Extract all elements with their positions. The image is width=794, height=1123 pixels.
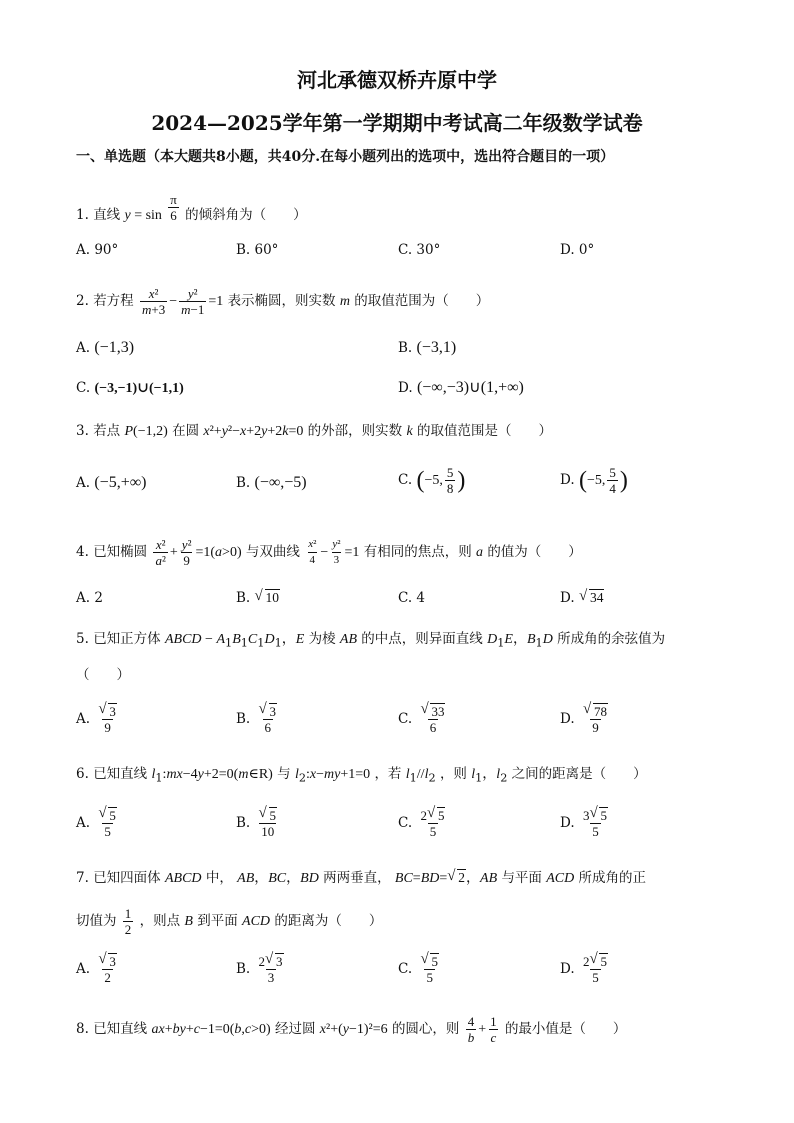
q5-option-c[interactable]: C. √ 33 6 [398,701,445,735]
q6-option-c[interactable]: C. 2 √ 5 5 [398,805,445,839]
question-4: 4. 已知椭圆 $\frac{\text{x²}}{\text{a²}}$ + $\frac{\text{y²}}{9}$ =1(a>0) 与双曲线 $\frac{\text{x²}}{4}$ − $\frac{\text{y²}}{3}$ =1 有相同的焦点，则 a 的值为（ ） [76,537,582,568]
q1-number: 1. [76,207,89,223]
question-1: 1. 直线 y = sin $\frac{\pi}{6}$ 的倾斜角为（ ） [76,192,307,223]
q7-continuation: 切值为 $\frac{1}{2}$ ，则点 B 到平面 ACD 的距离为（ ） [76,906,383,937]
q1-post: 的倾斜角为（ ） [185,207,307,223]
question-5: 5. 已知正方体 ABCD − $A_1B_1C_1D_1$，E 为棱 AB 的中点，则异面直线 $D_1E$，$B_1D$ 所成角的余弦值为 [76,631,666,650]
q3-option-a[interactable]: A. (−5,+∞) [76,474,147,491]
q7-option-a[interactable]: A. √ 3 2 [76,951,116,985]
q2-option-a[interactable]: A. (−1,3) [76,339,135,356]
section-heading: 一、单选题（本大题共8小题，共40分.在每小题列出的选项中，选出符合题目的一项） [76,149,615,165]
q4-option-d[interactable]: D. √ 34 [560,588,604,606]
q2-option-c[interactable]: C. (−3,−1)∪(−1,1) [76,380,184,396]
exam-title: 2024—2025学年第一学期期中考试高二年级数学试卷 [151,111,643,135]
q5-option-b[interactable]: B. √ 3 6 [236,701,277,735]
question-2: 2. 若方程 $\frac{\text{x²}}{m+3}$ − $\frac{\text{y²}}{m-1}$ =1 表示椭圆，则实数 m 的取值范围为（ ） [76,286,490,317]
q7-option-d[interactable]: D. 2 √ 5 5 [560,951,607,985]
q4-option-c[interactable]: C. 4 [398,590,426,606]
q2-option-d[interactable]: D. (−∞,−3)∪(1,+∞) [398,379,524,396]
q1-option-b[interactable]: B. 60° [236,242,279,258]
question-3: 3. 若点 P(−1,2) 在圆 x²+y²−x+2y+2k=0 的外部，则实数 k 的取值范围是（ ） [76,423,552,439]
q4-option-a[interactable]: A. 2 [76,590,103,606]
q1-option-a[interactable]: A. 90° [76,242,119,258]
q3-option-d[interactable]: D. (−5, $\frac{5}{4}$ ) [560,465,628,496]
q6-option-d[interactable]: D. 3 √ 5 5 [560,805,607,839]
q2-option-b[interactable]: B. (−3,1) [398,339,457,356]
q3-option-c[interactable]: C. (−5, $\frac{5}{8}$ ) [398,465,466,496]
q7-option-c[interactable]: C. √ 5 5 [398,951,438,985]
q7-option-b[interactable]: B. 2 √ 3 3 [236,951,283,985]
q6-option-b[interactable]: B. √ 5 10 [236,805,277,839]
q6-option-a[interactable]: A. √ 5 5 [76,805,116,839]
q1-pre: 直线 [93,207,121,223]
q1-option-d[interactable]: D. 0° [560,242,595,258]
q5-option-a[interactable]: A. √ 3 9 [76,701,116,735]
q5-continuation: （ ） [76,667,130,683]
q1-option-c[interactable]: C. 30° [398,242,441,258]
school-name: 河北承德双桥卉原中学 [297,68,497,92]
q4-option-b[interactable]: B. √ 10 [236,588,280,606]
question-7: 7. 已知四面体 ABCD 中， AB，BC，BD 两两垂直， BC=BD= √ 2，AB 与平面 ACD 所成角的正 [76,868,647,886]
q3-option-b[interactable]: B. (−∞,−5) [236,474,307,491]
question-8: 8. 已知直线 ax+by+c−1=0(b,c>0) 经过圆 x²+(y−1)²=6 的圆心，则 $\frac{4}{b}$ + $\frac{1}{c}$ 的最小值是（ ） [76,1014,627,1045]
question-6: 6. 已知直线 $l_1:mx-4y+2=0(m\in R)$ 与 $l_2:x-my+1=0$ ，若 $l_1//l_2$ ，则 $l_1$，$l_2$ 之间的距离是（ ） [76,766,647,785]
q5-option-d[interactable]: D. √ 78 9 [560,701,607,735]
